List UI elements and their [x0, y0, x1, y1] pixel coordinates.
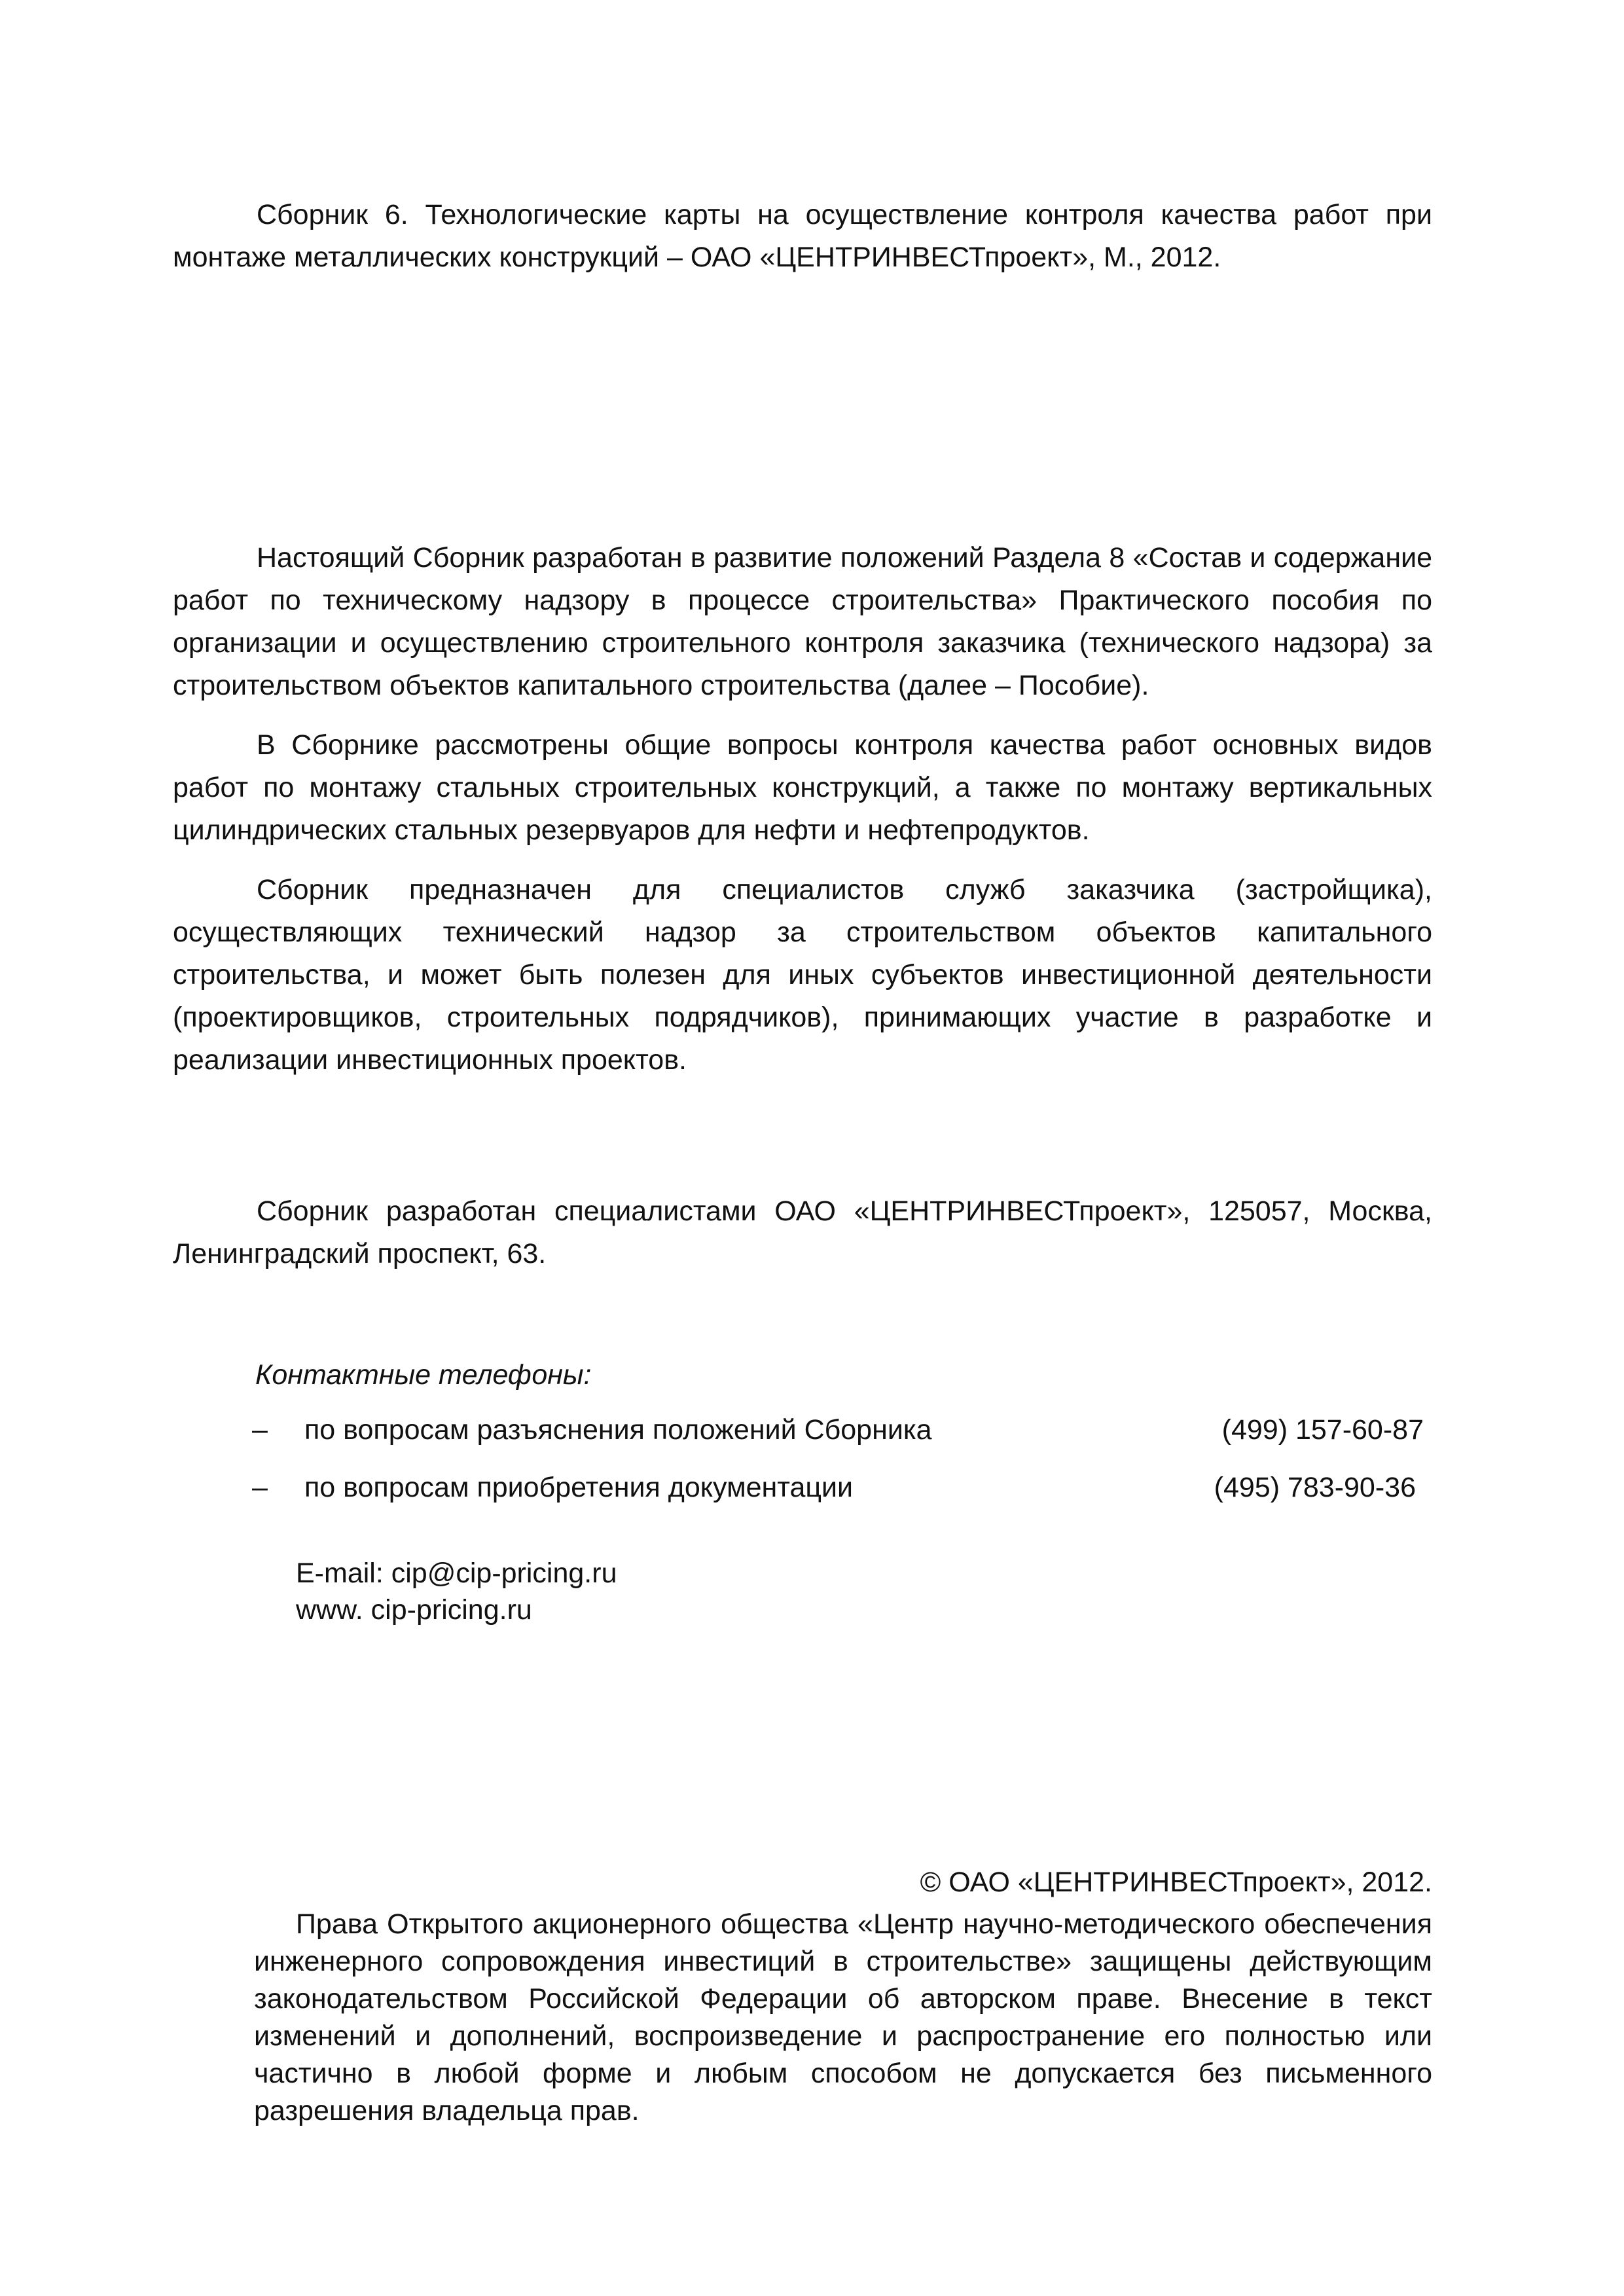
contact-row: [252, 1410, 1424, 1449]
rights-block: [254, 1906, 1432, 2130]
contacts-heading: Контактные телефоны:: [255, 1359, 592, 1391]
about-paragraph: В Сборнике рассмотрены общие вопросы контроля качества работ основных видов работ по монтажу стальных строительных конструкций, а также по монтажу вертикальных цилиндрических стальных резервуаров для нефти и нефтепродуктов.: [173, 729, 1432, 846]
list-dash: –: [252, 1414, 268, 1446]
rights-text: Права Открытого акционерного общества «Центр научно-методического обеспечения инженерного сопровождения инвестиций в строительстве» защищены действующим законодательством Российской Федерации об авторском праве. Внесение в текст изменений и дополнений, воспроизведение и распространение его полностью или частично в любой форме и любым способом не допускается без письменного разрешения владельца прав.: [254, 1908, 1432, 2126]
contact-label: по вопросам приобретения документации: [304, 1472, 854, 1503]
about-paragraph: Настоящий Сборник разработан в развитие положений Раздела 8 «Состав и содержание работ по техническому надзору в процессе строительства» Практического пособия по организации и осуществлению строительного контроля заказчика (технического надзора) за строительством объектов капитального строительства (далее – Пособие).: [173, 542, 1432, 701]
about-section: [173, 537, 1432, 1082]
contact-phone: (495) 783-90-36: [1214, 1472, 1416, 1503]
developer-section: [173, 1190, 1432, 1275]
developer-text: Сборник разработан специалистами ОАО «ЦЕНТРИНВЕСТпроект», 125057, Москва, Ленинградский проспект, 63.: [173, 1195, 1432, 1269]
contact-row: [252, 1468, 1424, 1507]
collection-title: Сборник 6. Технологические карты на осуществление контроля качества работ при монтаже металлических конструкций – ОАО «ЦЕНТРИНВЕСТпроект», М., 2012.: [173, 199, 1432, 273]
collection-title-block: [173, 194, 1432, 279]
website-line: www. cip-pricing.ru: [296, 1594, 532, 1626]
contact-label: по вопросам разъяснения положений Сборника: [304, 1414, 932, 1446]
about-paragraph: Сборник предназначен для специалистов служб заказчика (застройщика), осуществляющих технический надзор за строительством объектов капитального строительства, и может быть полезен для иных субъектов инвестиционной деятельности (проектировщиков, строительных подрядчиков), принимающих участие в разработке и реализации инвестиционных проектов.: [173, 874, 1432, 1076]
copyright-line: © ОАО «ЦЕНТРИНВЕСТпроект», 2012.: [920, 1867, 1432, 1898]
contact-phone: (499) 157-60-87: [1221, 1414, 1424, 1446]
web-contacts: [296, 1555, 617, 1628]
email-line: E-mail: cip@cip-pricing.ru: [296, 1558, 617, 1589]
list-dash: –: [252, 1472, 268, 1503]
